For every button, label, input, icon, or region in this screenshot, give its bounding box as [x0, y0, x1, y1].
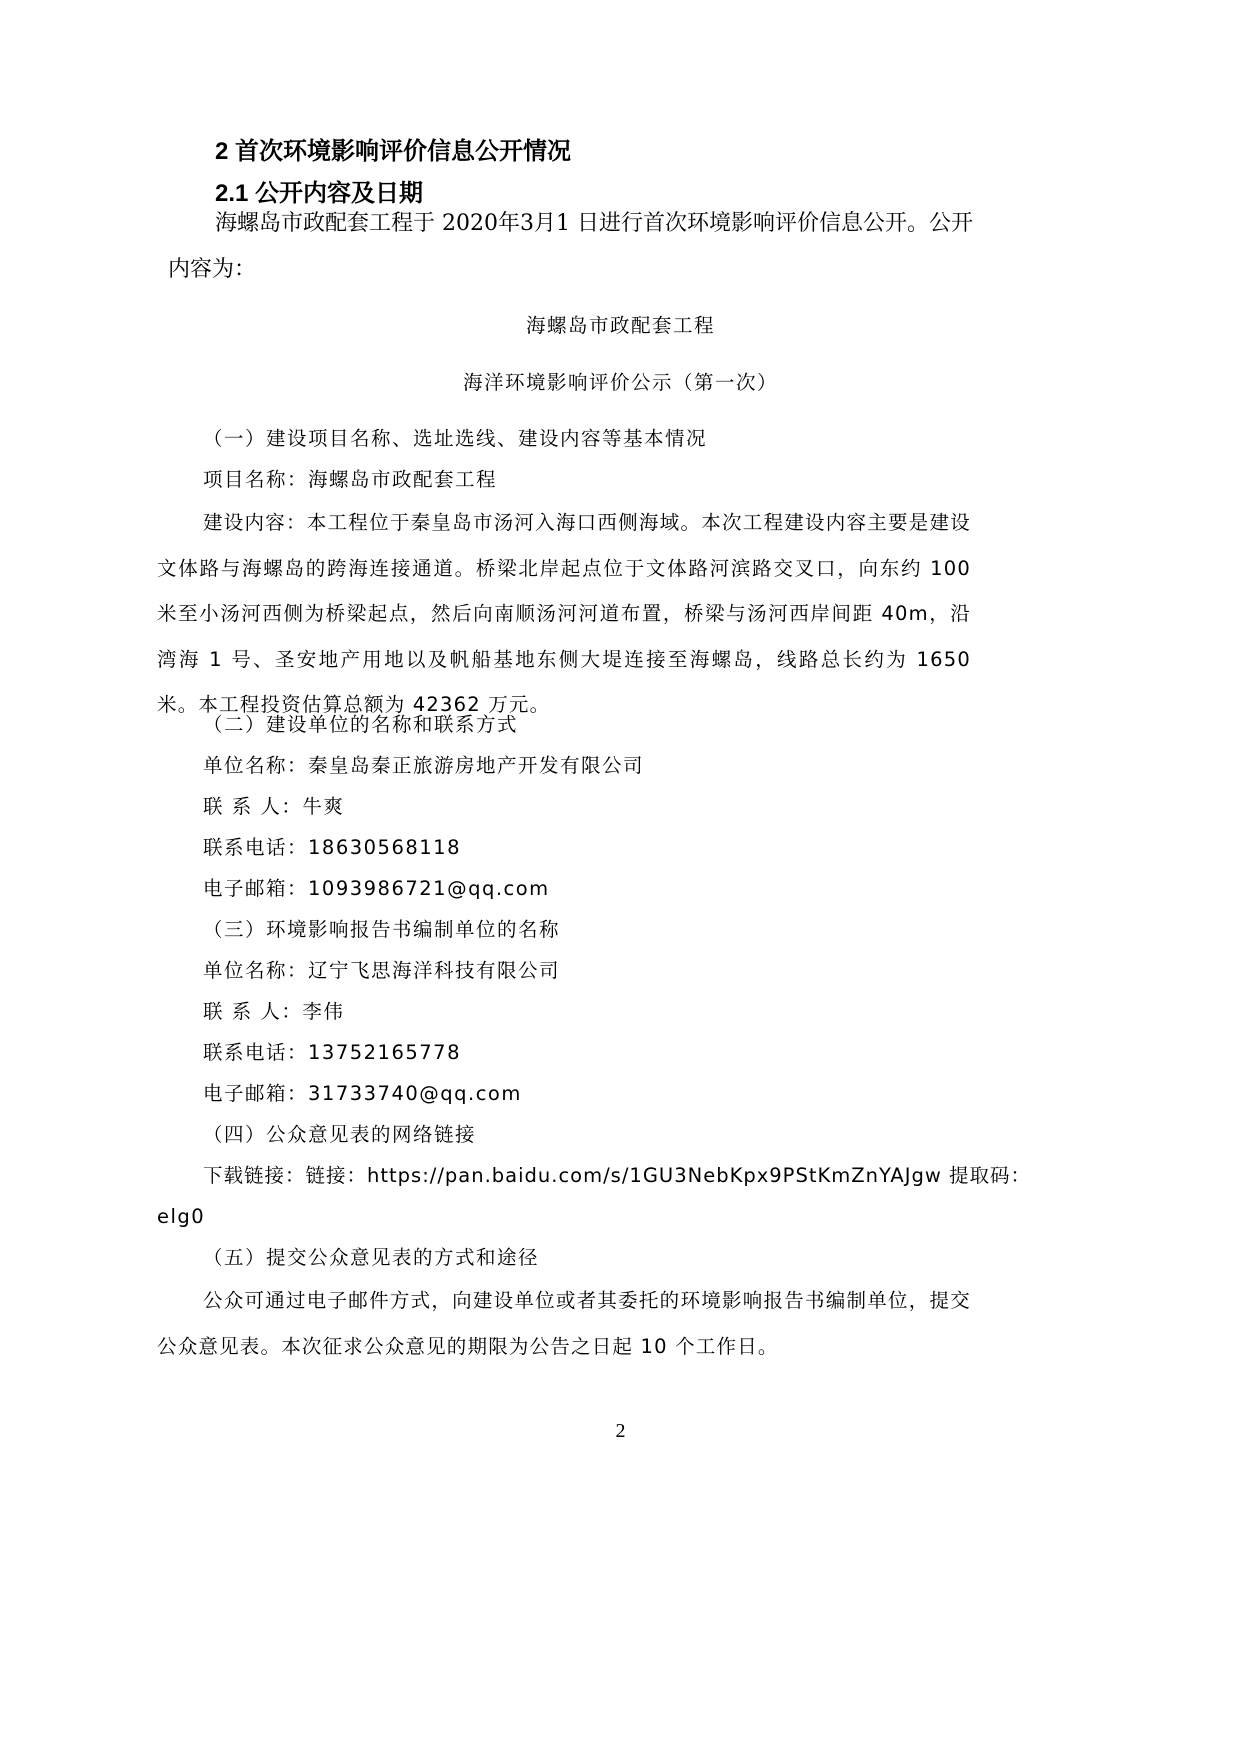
construction-content: 建设内容：本工程位于秦皇岛市汤河入海口西侧海域。本次工程建设内容主要是建设文体路与海螺岛的跨海连接通道。桥梁北岸起点位于文体路河滨路交叉口，向东约 100 米至小汤河西侧为桥梁起点，然后向南顺汤河河道布置，桥梁与汤河西岸间距 40m，沿湾海 1 号、圣安地产用地以及帆船基地东侧大堤连接至海螺岛，线路总长约为 1650 米。本工程投资估算总额为 42362 万元。 — [157, 511, 971, 716]
submission-method: 公众可通过电子邮件方式，向建设单位或者其委托的环境影响报告书编制单位，提交公众意见表。本次征求公众意见的期限为公告之日起 10 个工作日。 — [157, 1289, 971, 1358]
compiler-phone: 联系电话：13752165778 — [203, 1041, 461, 1064]
builder-contact-person: 联 系 人：牛爽 — [203, 795, 345, 818]
part3-heading: （三）环境影响报告书编制单位的名称 — [203, 918, 561, 941]
builder-phone: 联系电话：18630568118 — [203, 836, 461, 859]
compiler-contact-person: 联 系 人：李伟 — [203, 1000, 345, 1023]
builder-email: 电子邮箱：1093986721@qq.com — [203, 877, 550, 900]
part5-heading: （五）提交公众意见表的方式和途径 — [203, 1246, 540, 1269]
notice-subtitle: 海洋环境影响评价公示（第一次） — [462, 371, 778, 394]
download-link-line: 下载链接：链接：https://pan.baidu.com/s/1GU3NebKpx9PStKmZnYAJgw 提取码： — [203, 1164, 1031, 1187]
compiler-email: 电子邮箱：31733740@qq.com — [203, 1082, 522, 1105]
part1-heading: （一）建设项目名称、选址选线、建设内容等基本情况 — [203, 427, 708, 450]
extraction-code: elg0 — [157, 1205, 206, 1228]
intro-line-1: 海螺岛市政配套工程于 2020年3月1 日进行首次环境影响评价信息公开。公开 — [215, 211, 973, 236]
intro-line-2: 内容为： — [168, 257, 257, 282]
builder-unit-name: 单位名称：秦皇岛秦正旅游房地产开发有限公司 — [203, 754, 645, 777]
part4-heading: （四）公众意见表的网络链接 — [203, 1123, 477, 1146]
notice-title: 海螺岛市政配套工程 — [525, 314, 715, 337]
project-name: 项目名称：海螺岛市政配套工程 — [203, 468, 498, 491]
part2-heading: （二）建设单位的名称和联系方式 — [203, 713, 519, 736]
section-heading: 2 首次环境影响评价信息公开情况 — [215, 138, 572, 165]
page-number: 2 — [615, 1420, 626, 1442]
subsection-heading: 2.1 公开内容及日期 — [215, 180, 424, 207]
compiler-unit-name: 单位名称：辽宁飞思海洋科技有限公司 — [203, 959, 561, 982]
